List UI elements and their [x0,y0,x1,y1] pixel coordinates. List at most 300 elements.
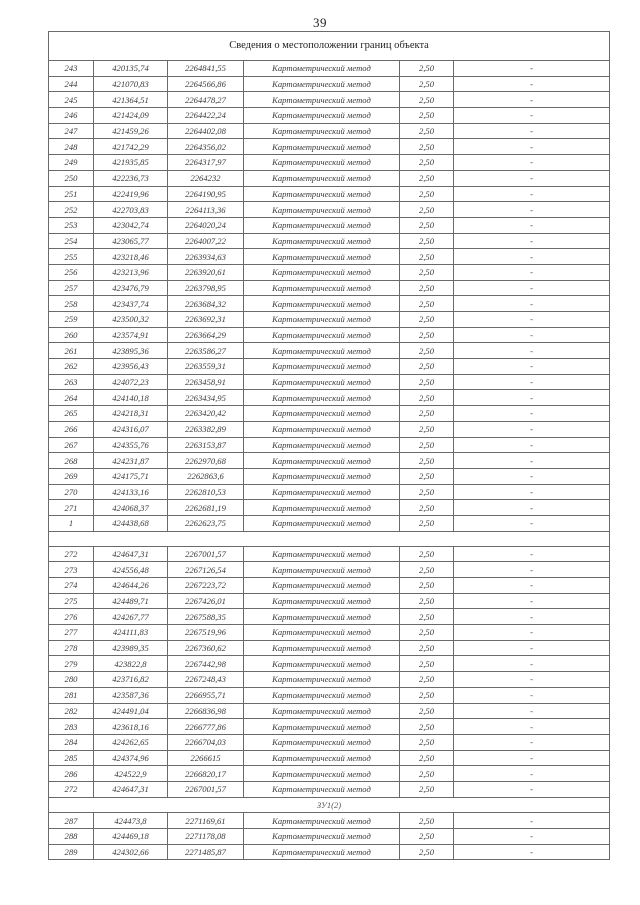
table-row [49,844,610,860]
cell-method: Картометрический метод [244,813,400,829]
cell-coord-x: 424267,77 [94,609,168,625]
table-row [49,359,610,375]
cell-coord-x: 422236,73 [94,170,168,186]
cell-description: - [454,264,610,280]
cell-coord-x: 423895,36 [94,343,168,359]
cell-coord-x: 424489,71 [94,593,168,609]
cell-point-number: 288 [49,829,94,845]
cell-accuracy: 2,50 [400,625,454,641]
cell-point-number: 266 [49,421,94,437]
cell-accuracy: 2,50 [400,92,454,108]
table-row [49,562,610,578]
cell-description: - [454,609,610,625]
cell-description: - [454,406,610,422]
cell-method: Картометрический метод [244,92,400,108]
table-row [49,186,610,202]
cell-coord-x: 423956,43 [94,359,168,375]
cell-accuracy: 2,50 [400,421,454,437]
cell-method: Картометрический метод [244,155,400,171]
cell-point-number: 244 [49,76,94,92]
cell-method: Картометрический метод [244,829,400,845]
cell-method: Картометрический метод [244,766,400,782]
cell-point-number: 272 [49,781,94,797]
cell-coord-x: 424374,96 [94,750,168,766]
cell-description: - [454,123,610,139]
cell-coord-y: 2264190,95 [168,186,244,202]
cell-coord-y: 2264422,24 [168,108,244,124]
cell-description: - [454,217,610,233]
table-row [49,217,610,233]
cell-point-number: 247 [49,123,94,139]
cell-method: Картометрический метод [244,421,400,437]
table-row [49,672,610,688]
cell-accuracy: 2,50 [400,139,454,155]
cell-description: - [454,327,610,343]
section-row [49,797,610,813]
cell-accuracy: 2,50 [400,186,454,202]
table-row [49,687,610,703]
cell-method: Картометрический метод [244,61,400,77]
cell-point-number: 262 [49,359,94,375]
table-row [49,108,610,124]
cell-method: Картометрический метод [244,374,400,390]
cell-point-number: 253 [49,217,94,233]
table-row [49,406,610,422]
table-row [49,437,610,453]
cell-coord-y: 2263420,42 [168,406,244,422]
table-row [49,640,610,656]
cell-method: Картометрический метод [244,406,400,422]
table-row [49,327,610,343]
cell-coord-y: 2264402,08 [168,123,244,139]
cell-method: Картометрический метод [244,672,400,688]
cell-method: Картометрический метод [244,249,400,265]
cell-coord-x: 424491,04 [94,703,168,719]
cell-accuracy: 2,50 [400,76,454,92]
cell-description: - [454,76,610,92]
cell-coord-y: 2266615 [168,750,244,766]
cell-description: - [454,515,610,531]
cell-coord-x: 423042,74 [94,217,168,233]
cell-point-number: 274 [49,578,94,594]
cell-method: Картометрический метод [244,656,400,672]
table-row [49,484,610,500]
cell-accuracy: 2,50 [400,170,454,186]
cell-coord-x: 423822,8 [94,656,168,672]
table-row [49,390,610,406]
cell-description: - [454,312,610,328]
cell-description: - [454,155,610,171]
cell-coord-y: 2264020,24 [168,217,244,233]
cell-point-number: 251 [49,186,94,202]
cell-point-number: 281 [49,687,94,703]
cell-description: - [454,640,610,656]
cell-accuracy: 2,50 [400,829,454,845]
cell-coord-x: 424522,9 [94,766,168,782]
cell-coord-x: 424355,76 [94,437,168,453]
cell-coord-y: 2267001,57 [168,781,244,797]
cell-coord-x: 423218,46 [94,249,168,265]
cell-coord-y: 2263692,31 [168,312,244,328]
cell-description: - [454,390,610,406]
cell-coord-x: 424072,23 [94,374,168,390]
cell-coord-x: 423587,36 [94,687,168,703]
cell-coord-x: 424175,71 [94,468,168,484]
cell-accuracy: 2,50 [400,546,454,562]
cell-accuracy: 2,50 [400,562,454,578]
cell-accuracy: 2,50 [400,249,454,265]
cell-point-number: 283 [49,719,94,735]
cell-point-number: 286 [49,766,94,782]
cell-coord-y: 2263434,95 [168,390,244,406]
cell-coord-y: 2263458,91 [168,374,244,390]
table-row [49,453,610,469]
cell-description: - [454,719,610,735]
cell-point-number: 261 [49,343,94,359]
cell-coord-y: 2266820,17 [168,766,244,782]
cell-coord-x: 424218,31 [94,406,168,422]
cell-coord-y: 2267588,35 [168,609,244,625]
cell-point-number: 272 [49,546,94,562]
cell-accuracy: 2,50 [400,719,454,735]
cell-point-number: 259 [49,312,94,328]
cell-accuracy: 2,50 [400,343,454,359]
cell-coord-y: 2266836,98 [168,703,244,719]
cell-description: - [454,61,610,77]
table-row [49,264,610,280]
cell-point-number: 258 [49,296,94,312]
cell-point-number: 250 [49,170,94,186]
cell-coord-x: 423500,32 [94,312,168,328]
cell-coord-y: 2263559,31 [168,359,244,375]
table-row [49,703,610,719]
table-row [49,625,610,641]
cell-description: - [454,296,610,312]
empty-row [49,531,610,546]
cell-coord-y: 2264232 [168,170,244,186]
cell-description: - [454,280,610,296]
cell-coord-y: 2271485,87 [168,844,244,860]
table-row [49,421,610,437]
cell-point-number: 271 [49,500,94,516]
cell-coord-y: 2266955,71 [168,687,244,703]
cell-description: - [454,437,610,453]
cell-description: - [454,484,610,500]
table-row [49,233,610,249]
cell-coord-x: 421424,09 [94,108,168,124]
cell-coord-x: 424647,31 [94,546,168,562]
cell-method: Картометрический метод [244,593,400,609]
cell-point-number: 269 [49,468,94,484]
cell-description: - [454,421,610,437]
cell-accuracy: 2,50 [400,703,454,719]
cell-point-number: 280 [49,672,94,688]
cell-point-number: 265 [49,406,94,422]
cell-description: - [454,139,610,155]
cell-accuracy: 2,50 [400,609,454,625]
cell-method: Картометрический метод [244,500,400,516]
table-row [49,139,610,155]
cell-point-number: 246 [49,108,94,124]
cell-method: Картометрический метод [244,515,400,531]
cell-method: Картометрический метод [244,781,400,797]
cell-point-number: 287 [49,813,94,829]
cell-coord-y: 2264478,27 [168,92,244,108]
cell-coord-x: 424140,18 [94,390,168,406]
cell-accuracy: 2,50 [400,312,454,328]
cell-description: - [454,374,610,390]
cell-accuracy: 2,50 [400,280,454,296]
cell-accuracy: 2,50 [400,108,454,124]
cell-point-number: 289 [49,844,94,860]
cell-method: Картометрический метод [244,359,400,375]
cell-point-number: 279 [49,656,94,672]
cell-coord-x: 422703,83 [94,202,168,218]
cell-coord-x: 421364,51 [94,92,168,108]
cell-accuracy: 2,50 [400,296,454,312]
table-row [49,296,610,312]
cell-description: - [454,766,610,782]
cell-coord-y: 2266777,86 [168,719,244,735]
cell-accuracy: 2,50 [400,500,454,516]
table-row [49,609,610,625]
cell-coord-y: 2267001,57 [168,546,244,562]
cell-coord-y: 2263798,95 [168,280,244,296]
cell-point-number: 284 [49,734,94,750]
cell-method: Картометрический метод [244,139,400,155]
table-row [49,578,610,594]
cell-coord-y: 2263664,29 [168,327,244,343]
cell-accuracy: 2,50 [400,374,454,390]
cell-method: Картометрический метод [244,343,400,359]
cell-description: - [454,562,610,578]
cell-accuracy: 2,50 [400,327,454,343]
cell-coord-y: 2267442,98 [168,656,244,672]
cell-description: - [454,343,610,359]
cell-description: - [454,672,610,688]
cell-method: Картометрический метод [244,108,400,124]
table-title: Сведения о местоположении границ объекта [49,32,610,61]
cell-description: - [454,781,610,797]
table-row [49,750,610,766]
cell-coord-y: 2264007,22 [168,233,244,249]
cell-method: Картометрический метод [244,327,400,343]
cell-coord-y: 2264113,36 [168,202,244,218]
cell-coord-x: 422419,96 [94,186,168,202]
table-row [49,813,610,829]
cell-point-number: 252 [49,202,94,218]
cell-coord-y: 2271169,61 [168,813,244,829]
cell-description: - [454,249,610,265]
cell-coord-x: 424438,68 [94,515,168,531]
table-header-row [49,32,610,61]
table-row [49,656,610,672]
table-row [49,155,610,171]
cell-method: Картометрический метод [244,484,400,500]
cell-point-number: 278 [49,640,94,656]
cell-accuracy: 2,50 [400,781,454,797]
cell-coord-x: 424231,87 [94,453,168,469]
cell-method: Картометрический метод [244,312,400,328]
cell-coord-x: 424473,8 [94,813,168,829]
cell-coord-y: 2263153,87 [168,437,244,453]
cell-coord-x: 424302,66 [94,844,168,860]
cell-description: - [454,453,610,469]
cell-accuracy: 2,50 [400,202,454,218]
cell-point-number: 263 [49,374,94,390]
cell-accuracy: 2,50 [400,766,454,782]
cell-accuracy: 2,50 [400,844,454,860]
cell-accuracy: 2,50 [400,155,454,171]
table-row [49,280,610,296]
cell-accuracy: 2,50 [400,406,454,422]
cell-description: - [454,578,610,594]
cell-coord-x: 424647,31 [94,781,168,797]
cell-description: - [454,734,610,750]
cell-coord-y: 2262681,19 [168,500,244,516]
cell-coord-y: 2264356,02 [168,139,244,155]
cell-accuracy: 2,50 [400,640,454,656]
cell-point-number: 243 [49,61,94,77]
table-row [49,781,610,797]
cell-accuracy: 2,50 [400,437,454,453]
cell-point-number: 282 [49,703,94,719]
cell-description: - [454,687,610,703]
cell-description: - [454,500,610,516]
cell-accuracy: 2,50 [400,61,454,77]
cell-description: - [454,170,610,186]
cell-coord-y: 2263920,61 [168,264,244,280]
cell-coord-x: 424556,48 [94,562,168,578]
cell-accuracy: 2,50 [400,672,454,688]
cell-coord-y: 2267223,72 [168,578,244,594]
table-row [49,500,610,516]
cell-coord-x: 424469,18 [94,829,168,845]
cell-method: Картометрический метод [244,719,400,735]
boundary-coordinates-table [48,31,610,860]
cell-accuracy: 2,50 [400,813,454,829]
cell-coord-x: 424111,83 [94,625,168,641]
cell-coord-y: 2263934,63 [168,249,244,265]
cell-method: Картометрический метод [244,453,400,469]
table-row [49,170,610,186]
cell-accuracy: 2,50 [400,233,454,249]
cell-method: Картометрический метод [244,562,400,578]
cell-coord-y: 2267426,01 [168,593,244,609]
cell-point-number: 249 [49,155,94,171]
cell-point-number: 1 [49,515,94,531]
cell-point-number: 264 [49,390,94,406]
table-row [49,76,610,92]
table-row [49,734,610,750]
cell-coord-x: 423574,91 [94,327,168,343]
cell-method: Картометрический метод [244,687,400,703]
cell-description: - [454,92,610,108]
cell-coord-x: 421742,29 [94,139,168,155]
cell-point-number: 256 [49,264,94,280]
cell-coord-y: 2262623,75 [168,515,244,531]
cell-coord-x: 424316,07 [94,421,168,437]
cell-method: Картометрический метод [244,609,400,625]
cell-description: - [454,829,610,845]
cell-method: Картометрический метод [244,640,400,656]
cell-description: - [454,656,610,672]
cell-point-number: 245 [49,92,94,108]
cell-accuracy: 2,50 [400,390,454,406]
cell-description: - [454,625,610,641]
cell-description: - [454,468,610,484]
cell-point-number: 285 [49,750,94,766]
table-row [49,546,610,562]
cell-coord-x: 423989,35 [94,640,168,656]
cell-coord-y: 2267126,54 [168,562,244,578]
table-row [49,766,610,782]
table-row [49,374,610,390]
cell-point-number: 277 [49,625,94,641]
cell-point-number: 260 [49,327,94,343]
cell-point-number: 254 [49,233,94,249]
cell-method: Картометрический метод [244,844,400,860]
cell-point-number: 267 [49,437,94,453]
cell-method: Картометрический метод [244,186,400,202]
cell-description: - [454,703,610,719]
table-row [49,249,610,265]
cell-method: Картометрический метод [244,546,400,562]
cell-accuracy: 2,50 [400,217,454,233]
section-label: ЗУ1(2) [49,797,610,813]
cell-method: Картометрический метод [244,468,400,484]
cell-coord-y: 2262970,68 [168,453,244,469]
cell-coord-x: 421070,83 [94,76,168,92]
table-row [49,515,610,531]
cell-description: - [454,186,610,202]
cell-method: Картометрический метод [244,170,400,186]
cell-method: Картометрический метод [244,578,400,594]
cell-coord-y: 2266704,03 [168,734,244,750]
cell-accuracy: 2,50 [400,593,454,609]
cell-description: - [454,108,610,124]
cell-description: - [454,593,610,609]
cell-accuracy: 2,50 [400,750,454,766]
cell-coord-y: 2262863,6 [168,468,244,484]
cell-coord-x: 423716,82 [94,672,168,688]
cell-coord-x: 423437,74 [94,296,168,312]
cell-accuracy: 2,50 [400,123,454,139]
cell-accuracy: 2,50 [400,484,454,500]
cell-coord-x: 421459,26 [94,123,168,139]
cell-coord-y: 2271178,08 [168,829,244,845]
cell-point-number: 268 [49,453,94,469]
cell-accuracy: 2,50 [400,453,454,469]
cell-point-number: 248 [49,139,94,155]
cell-method: Картометрический метод [244,625,400,641]
cell-coord-x: 424262,65 [94,734,168,750]
cell-coord-y: 2264841,55 [168,61,244,77]
cell-coord-x: 424644,26 [94,578,168,594]
cell-method: Картометрический метод [244,296,400,312]
cell-coord-y: 2264317,97 [168,155,244,171]
cell-point-number: 270 [49,484,94,500]
page-number: 39 [313,15,327,30]
cell-coord-y: 2267519,96 [168,625,244,641]
cell-coord-y: 2262810,53 [168,484,244,500]
table-row [49,593,610,609]
cell-accuracy: 2,50 [400,734,454,750]
cell-accuracy: 2,50 [400,264,454,280]
cell-method: Картометрический метод [244,202,400,218]
table-row [49,312,610,328]
cell-point-number: 275 [49,593,94,609]
